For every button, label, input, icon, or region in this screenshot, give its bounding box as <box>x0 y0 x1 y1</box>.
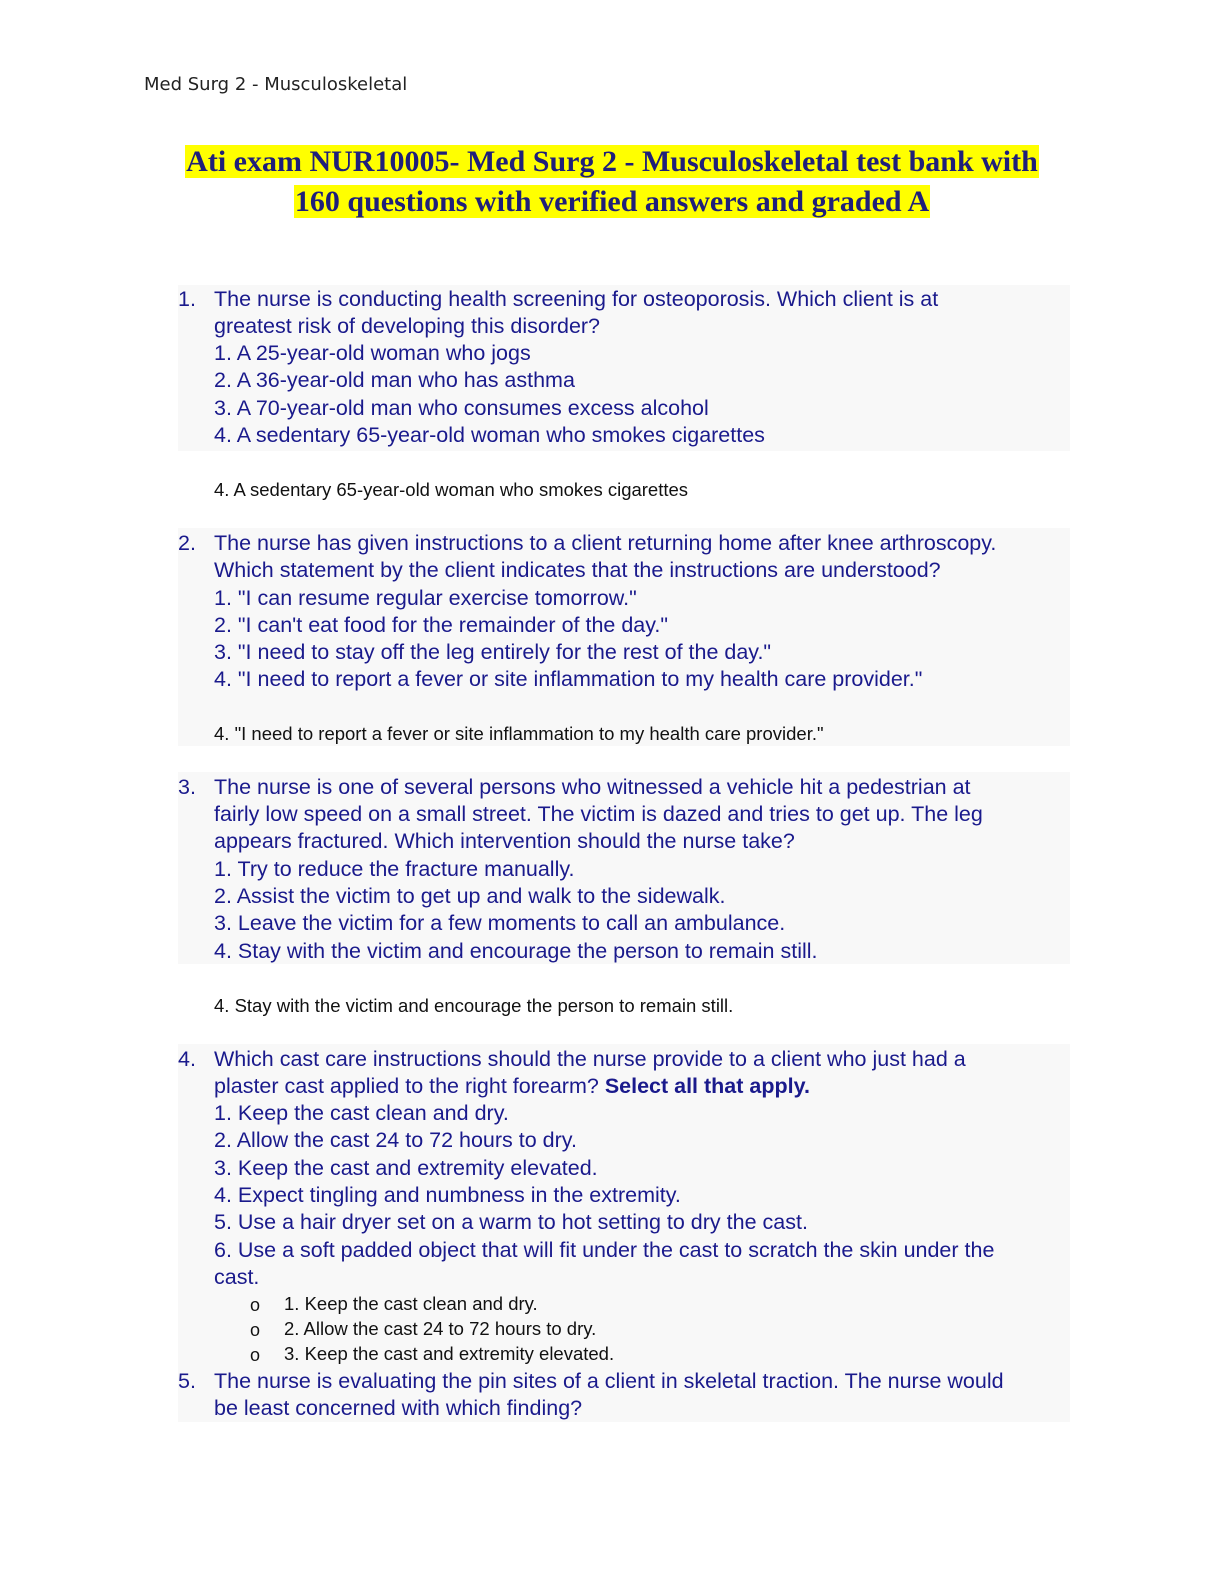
option: 3. "I need to stay off the leg entirely for the rest of the day." <box>214 640 772 664</box>
select-all-note: Select all that apply. <box>604 1074 810 1098</box>
answer: 1. Keep the cast clean and dry. <box>284 1293 538 1314</box>
option: 3. Keep the cast and extremity elevated. <box>214 1156 598 1180</box>
option: 4. A sedentary 65-year-old woman who smokes cigarettes <box>214 423 765 447</box>
option: cast. <box>214 1265 260 1289</box>
bullet-icon: o <box>250 1320 261 1340</box>
stem-text: plaster cast applied to the right forearm? <box>214 1074 599 1098</box>
answer: 3. Keep the cast and extremity elevated. <box>284 1343 615 1364</box>
question-number: 5. <box>178 1369 196 1393</box>
title-line-1: Ati exam NUR10005- Med Surg 2 - Musculoskeletal test bank with <box>186 145 1038 178</box>
question-number: 4. <box>178 1047 196 1071</box>
option: 2. "I can't eat food for the remainder of the day." <box>214 613 669 637</box>
question-stem-line: Which statement by the client indicates that the instructions are understood? <box>214 558 941 582</box>
document-title <box>120 142 1104 222</box>
option: 2. A 36-year-old man who has asthma <box>214 368 575 392</box>
answer: 2. Allow the cast 24 to 72 hours to dry. <box>284 1318 597 1339</box>
option: 5. Use a hair dryer set on a warm to hot setting to dry the cast. <box>214 1210 808 1234</box>
bullet-icon: o <box>250 1295 261 1315</box>
question-stem-line: The nurse has given instructions to a client returning home after knee arthroscopy. <box>214 531 997 555</box>
option: 2. Allow the cast 24 to 72 hours to dry. <box>214 1128 577 1152</box>
option: 1. Try to reduce the fracture manually. <box>214 857 575 881</box>
bullet-icon: o <box>250 1345 261 1365</box>
question-stem-line: greatest risk of developing this disorder? <box>214 314 601 338</box>
question-stem-line: The nurse is one of several persons who witnessed a vehicle hit a pedestrian at <box>214 775 971 799</box>
option: 1. A 25-year-old woman who jogs <box>214 341 531 365</box>
page-header: Med Surg 2 - Musculoskeletal <box>144 74 408 95</box>
option: 4. "I need to report a fever or site inflammation to my health care provider." <box>214 667 923 691</box>
option: 1. Keep the cast clean and dry. <box>214 1101 509 1125</box>
option: 1. "I can resume regular exercise tomorrow." <box>214 586 637 610</box>
question-stem-line <box>214 1073 810 1100</box>
question-stem-line: The nurse is conducting health screening for osteoporosis. Which client is at <box>214 287 939 311</box>
option: 4. Expect tingling and numbness in the extremity. <box>214 1183 681 1207</box>
option: 3. A 70-year-old man who consumes excess alcohol <box>214 396 709 420</box>
question-number: 3. <box>178 775 196 799</box>
answer: 4. "I need to report a fever or site inflammation to my health care provider." <box>214 723 824 744</box>
question-stem-line: fairly low speed on a small street. The victim is dazed and tries to get up. The leg <box>214 802 983 826</box>
option: 2. Assist the victim to get up and walk to the sidewalk. <box>214 884 726 908</box>
option: 4. Stay with the victim and encourage the person to remain still. <box>214 939 818 963</box>
question-number: 1. <box>178 287 196 311</box>
answer: 4. Stay with the victim and encourage the person to remain still. <box>214 995 734 1016</box>
question-number: 2. <box>178 531 196 555</box>
question-stem-line: Which cast care instructions should the nurse provide to a client who just had a <box>214 1047 966 1071</box>
question-stem-line: appears fractured. Which intervention should the nurse take? <box>214 829 795 853</box>
option: 6. Use a soft padded object that will fit under the cast to scratch the skin under the <box>214 1238 995 1262</box>
question-stem-line: be least concerned with which finding? <box>214 1396 583 1420</box>
question-stem-line: The nurse is evaluating the pin sites of a client in skeletal traction. The nurse would <box>214 1369 1004 1393</box>
title-line-2: 160 questions with verified answers and graded A <box>294 185 930 218</box>
answer: 4. A sedentary 65-year-old woman who smokes cigarettes <box>214 479 689 500</box>
option: 3. Leave the victim for a few moments to call an ambulance. <box>214 911 786 935</box>
